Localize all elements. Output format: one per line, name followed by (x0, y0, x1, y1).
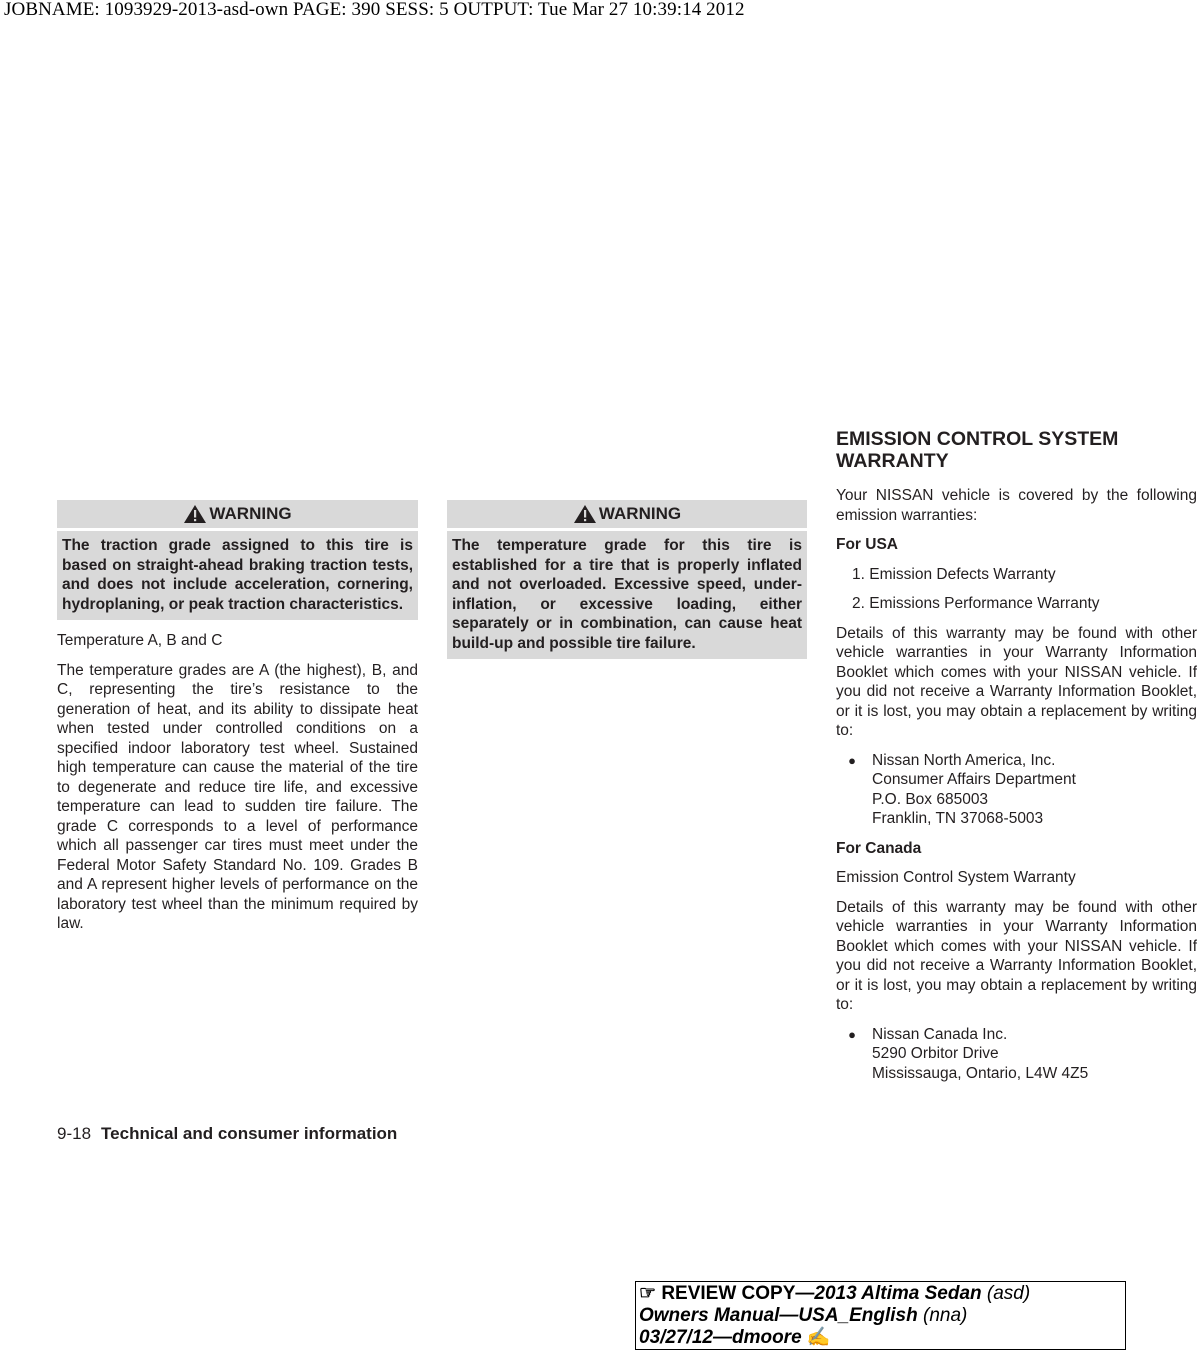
review-date-author: 03/27/12—dmoore (639, 1327, 802, 1348)
warning-triangle-icon (183, 504, 207, 524)
heading-line-2: WARRANTY (836, 450, 949, 472)
warning-title: WARNING (598, 504, 682, 523)
pointing-hand-icon: ☞ (639, 1283, 657, 1304)
review-line-3 (639, 1327, 1125, 1349)
temperature-paragraph: The temperature grades are A (the highest), B, and C, representing the tire’s resistance to the generation of heat, and its ability to dissipate heat when tested under controlled conditions on a specified indoor laboratory test wheel. Sustained high temperature can cause the material of the tire to degenerate and reduce tire life, and excessive temperature can lead to sudden tire failure. The grade C corresponds to a level of performance which all passenger car tires must meet under the Federal Motor Safety Standard No. 109. Grades B and A represent higher levels of performance on the laboratory test wheel than the minimum required by law. (57, 661, 418, 932)
address-line: Nissan Canada Inc. (872, 1025, 1008, 1043)
page-number: 9-18 (57, 1124, 92, 1143)
job-header-line: JOBNAME: 1093929-2013-asd-own PAGE: 390 SESS: 5 OUTPUT: Tue Mar 27 10:39:14 2012 (4, 0, 745, 20)
review-line-1 (639, 1283, 1125, 1305)
canada-item: Emission Control System Warranty (836, 869, 1076, 886)
warning-triangle-icon (573, 504, 597, 524)
right-column (836, 428, 1197, 1083)
middle-column (447, 500, 807, 659)
list-item: 1. Emission Defects Warranty (852, 565, 1056, 583)
address-line: P.O. Box 685003 (872, 790, 989, 808)
review-line-2 (639, 1305, 1125, 1327)
canada-address (872, 1025, 1088, 1084)
page-footer (57, 1124, 397, 1144)
review-label: REVIEW COPY— (661, 1283, 815, 1304)
usa-details-paragraph: Details of this warranty may be found with other vehicle warranties in your Warranty Information Booklet which comes with your NISSAN vehicle. If you did not receive a Warranty Information Booklet, or it is lost, you may obtain a replacement by writing to: (836, 624, 1197, 739)
temperature-subtitle: Temperature A, B and C (57, 632, 223, 649)
left-column (57, 500, 418, 934)
canada-details-paragraph: Details of this warranty may be found with other vehicle warranties in your Warranty Information Booklet which comes with your NISSAN vehicle. If you did not receive a Warranty Information Booklet, or it is lost, you may obtain a replacement by writing to: (836, 898, 1197, 1013)
address-line: Mississauga, Ontario, L4W 4Z5 (872, 1064, 1089, 1082)
writing-hand-icon: ✍ (806, 1327, 831, 1348)
heading-line-1: EMISSION CONTROL SYSTEM (836, 428, 1119, 450)
canada-subheading: For Canada (836, 839, 922, 857)
review-manual: Owners Manual—USA_English (639, 1305, 918, 1326)
review-model-code: (asd) (981, 1283, 1031, 1304)
warning-text: The temperature grade for this tire is established for a tire that is properly inflated and not overloaded. Excessive speed, under-inflation, or excessive loading, either separately or in combination, can cause heat build-up and possible tire failure. (447, 531, 807, 659)
warning-title: WARNING (209, 504, 292, 523)
intro-paragraph: Your NISSAN vehicle is covered by the following emission warranties: (836, 487, 1197, 524)
list-item: 2. Emissions Performance Warranty (852, 595, 1100, 612)
address-line: Consumer Affairs Department (872, 771, 1076, 788)
bullet-icon: ● (848, 752, 856, 768)
review-copy-box (635, 1281, 1126, 1350)
address-line: Franklin, TN 37068-5003 (872, 810, 1044, 827)
usa-subheading: For USA (836, 536, 898, 553)
address-line: Nissan North America, Inc. (872, 751, 1056, 769)
warning-header (57, 500, 418, 528)
warning-header (447, 500, 807, 528)
address-line: 5290 Orbitor Drive (872, 1045, 999, 1062)
usa-address (872, 751, 1076, 829)
review-model: 2013 Altima Sedan (814, 1283, 982, 1304)
section-heading (836, 428, 1197, 472)
section-title: Technical and consumer information (101, 1124, 398, 1143)
review-manual-code: (nna) (917, 1305, 968, 1326)
usa-address-bullet (836, 751, 1197, 829)
bullet-icon: ● (848, 1026, 856, 1042)
warning-text: The traction grade assigned to this tire is based on straight-ahead braking traction tests, and does not include acceleration, cornering, hydroplaning, or peak traction characteristics. (57, 531, 418, 620)
usa-warranty-list (836, 565, 1197, 614)
canada-address-bullet (836, 1025, 1197, 1084)
